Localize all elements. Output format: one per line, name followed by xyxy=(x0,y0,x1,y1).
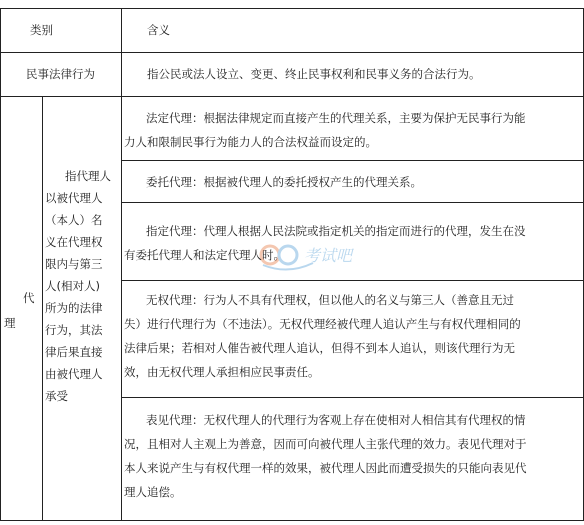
apparent-line-3: 本人来说产生与有权代理一样的效果，被代理人因此而遭受损失的只能向表见代 xyxy=(124,461,527,475)
agency-category-char-2: 理 xyxy=(4,316,16,330)
designated-line-2: 有委托代理人和法定代理人时。 xyxy=(124,248,285,262)
definition-line: 以被代理人 xyxy=(45,191,103,205)
entrusted-line-1: 委托代理：根据被代理人的委托授权产生的代理关系。 xyxy=(146,175,422,189)
header-bottom-border xyxy=(0,52,584,53)
agency-category-char-1: 代 xyxy=(23,291,35,305)
definition-line: 人(相对人) xyxy=(45,279,100,293)
apparent-line-2: 况，且相对人主观上为善意，因而可向被代理人主张代理的效力。表见代理对于 xyxy=(124,437,527,451)
definition-line: 限内与第三 xyxy=(45,257,103,271)
agency-inner-divider xyxy=(42,96,43,521)
definition-line: 行为，其法 xyxy=(45,323,103,337)
unauthorized-line-4: 效，由无权代理人承担相应民事责任。 xyxy=(124,365,320,379)
definition-line: 律后果直接 xyxy=(45,345,103,359)
table-left-border xyxy=(0,8,1,521)
agency-type-divider-1 xyxy=(121,160,584,161)
apparent-line-1: 表见代理：无权代理人的代理行为客观上存在使相对人相信其有代理权的情 xyxy=(146,413,526,427)
watermark-logo xyxy=(258,235,368,275)
agency-type-divider-3 xyxy=(121,280,584,281)
statutory-line-1: 法定代理：根据法律规定而直接产生的代理关系，主要为保护无民事行为能 xyxy=(146,111,526,125)
civil-act-category: 民事法律行为 xyxy=(26,67,95,81)
watermark-text: 考试吧 xyxy=(304,246,353,265)
table-bottom-border xyxy=(0,520,584,521)
definition-line: 所为的法律 xyxy=(45,301,103,315)
definition-line: （本人）名 xyxy=(45,213,103,227)
header-meaning: 含义 xyxy=(147,23,170,37)
unauthorized-line-1: 无权代理：行为人不具有代理权，但以他人的名义与第三人（善意且无过 xyxy=(146,293,514,307)
statutory-line-2: 力人和限制民事行为能力人的合法权益而设定的。 xyxy=(124,135,377,149)
civil-act-bottom-border xyxy=(0,96,584,97)
table-top-border xyxy=(0,8,584,9)
agency-type-divider-4 xyxy=(121,397,584,398)
civil-act-meaning: 指公民或法人设立、变更、终止民事权利和民事义务的合法行为。 xyxy=(147,67,481,81)
definition-line: 由被代理人 xyxy=(45,367,103,381)
designated-line-1: 指定代理：代理人根据人民法院或指定机关的指定而进行的代理，发生在没 xyxy=(146,224,526,238)
definition-line: 指代理人 xyxy=(65,169,111,183)
apparent-line-4: 理人追偿。 xyxy=(124,485,182,499)
category-column-divider xyxy=(121,8,122,521)
agency-type-divider-2 xyxy=(121,202,584,203)
unauthorized-line-3: 法律后果；若相对人催告被代理人追认，但得不到本人追认，则该代理行为无 xyxy=(124,341,515,355)
header-category: 类别 xyxy=(30,23,53,37)
unauthorized-line-2: 失）进行代理行为（不违法）。无权代理经被代理人追认产生与有权代理相同的 xyxy=(124,317,521,331)
watermark-logo-graphic xyxy=(258,235,368,275)
definition-line: 承受 xyxy=(45,389,68,403)
definition-line: 义在代理权 xyxy=(45,235,103,249)
